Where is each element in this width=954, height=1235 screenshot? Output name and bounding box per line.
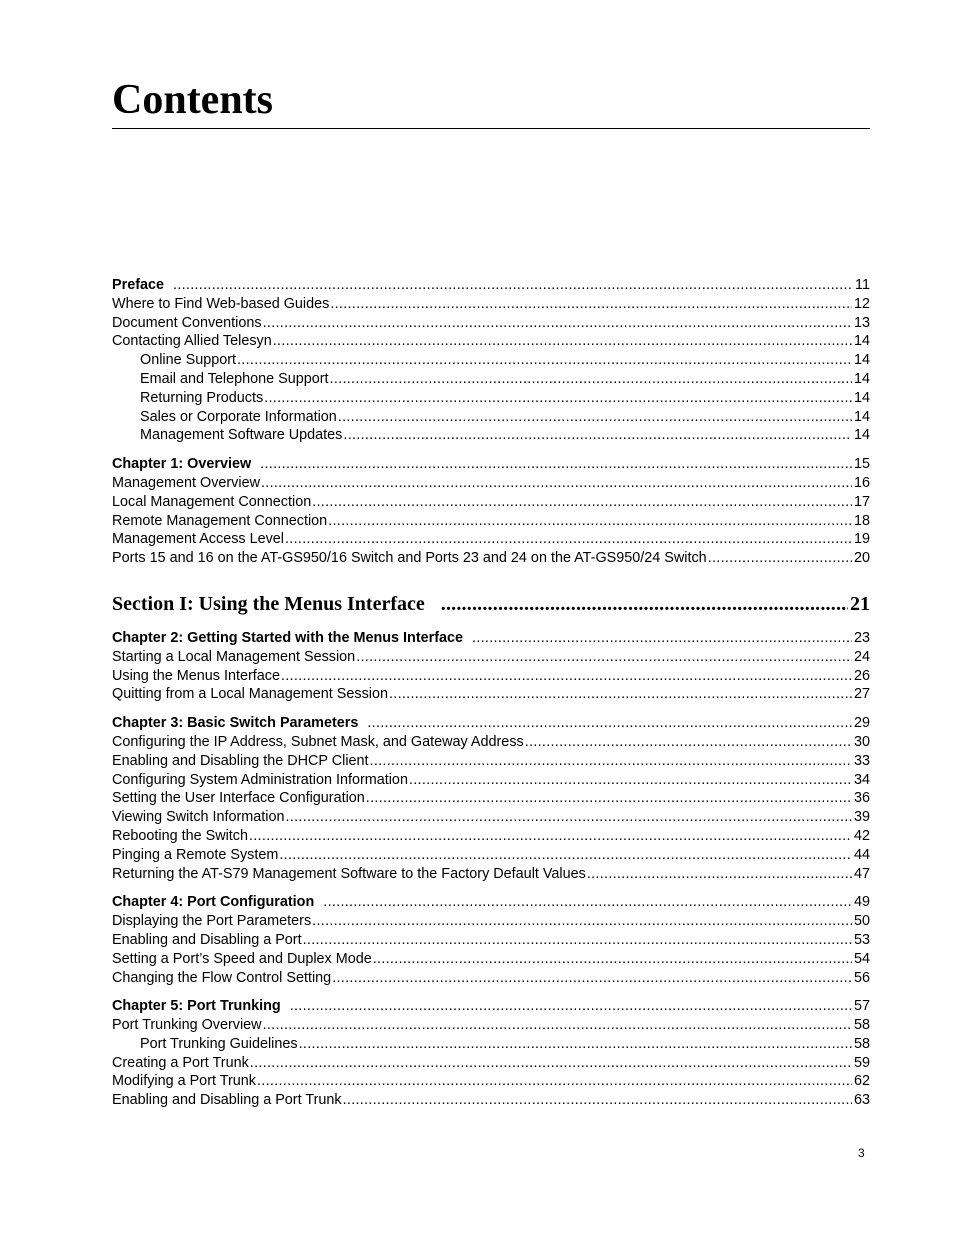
dot-leader bbox=[173, 276, 853, 295]
toc-section-entry[interactable] bbox=[112, 589, 870, 619]
toc-entry[interactable] bbox=[112, 1072, 870, 1091]
toc-entry-title: Displaying the Port Parameters bbox=[112, 913, 312, 930]
toc-entry-title: Using the Menus Interface bbox=[112, 667, 280, 684]
dot-leader bbox=[472, 629, 852, 648]
toc-entry-page: 58 bbox=[853, 1017, 870, 1034]
toc-entry[interactable] bbox=[112, 1091, 870, 1110]
toc-entry-title: Management Access Level bbox=[112, 531, 284, 548]
toc-entry-page: 50 bbox=[853, 913, 870, 930]
dot-leader bbox=[285, 530, 852, 549]
dot-leader bbox=[343, 426, 852, 445]
dot-leader bbox=[303, 931, 852, 950]
dot-leader bbox=[389, 685, 852, 704]
toc-entry-page: 36 bbox=[853, 790, 870, 807]
toc-entry-page: 13 bbox=[853, 314, 870, 331]
toc-entry[interactable] bbox=[112, 530, 870, 549]
toc-entry-title: Preface bbox=[112, 277, 165, 293]
toc-group bbox=[112, 455, 870, 568]
toc-entry[interactable] bbox=[112, 846, 870, 865]
toc-entry-page: 14 bbox=[853, 408, 870, 425]
toc-entry[interactable] bbox=[112, 332, 870, 351]
toc-entry-title: Chapter 5: Port Trunking bbox=[112, 998, 281, 1015]
toc-entry-title: Creating a Port Trunk bbox=[112, 1054, 249, 1071]
toc-entry-page: 30 bbox=[853, 733, 870, 750]
toc-entry-title: Section I: Using the Menus Interface bbox=[112, 592, 425, 615]
toc-entry-title: Port Trunking Guidelines bbox=[140, 1035, 298, 1052]
toc-entry[interactable] bbox=[112, 771, 870, 790]
toc-entry-title: Quitting from a Local Management Session bbox=[112, 686, 388, 703]
toc-entry-title: Viewing Switch Information bbox=[112, 809, 285, 826]
dot-leader bbox=[338, 408, 852, 427]
dot-leader bbox=[260, 455, 852, 474]
toc-entry[interactable] bbox=[112, 865, 870, 884]
toc-entry-page: 53 bbox=[853, 931, 870, 948]
toc-entry[interactable] bbox=[112, 1054, 870, 1073]
toc-chapter-entry[interactable] bbox=[112, 455, 870, 474]
toc-entry-title: Returning Products bbox=[140, 389, 264, 406]
toc-entry-title: Enabling and Disabling a Port Trunk bbox=[112, 1092, 342, 1109]
toc-subentry[interactable] bbox=[112, 389, 870, 408]
toc-entry-page: 21 bbox=[850, 592, 870, 615]
toc-entry-title: Pinging a Remote System bbox=[112, 846, 279, 863]
page-title: Contents bbox=[112, 77, 274, 123]
dot-leader bbox=[328, 512, 852, 531]
toc-chapter-entry[interactable] bbox=[112, 997, 870, 1016]
dot-leader bbox=[409, 771, 852, 790]
table-of-contents bbox=[112, 276, 870, 1110]
toc-entry[interactable] bbox=[112, 493, 870, 512]
dot-leader bbox=[370, 752, 852, 771]
dot-leader bbox=[330, 370, 852, 389]
dot-leader bbox=[708, 549, 852, 568]
toc-subentry[interactable] bbox=[112, 370, 870, 389]
toc-entry-title: Port Trunking Overview bbox=[112, 1017, 262, 1034]
toc-entry-page: 34 bbox=[853, 771, 870, 788]
toc-entry[interactable] bbox=[112, 733, 870, 752]
toc-entry[interactable] bbox=[112, 685, 870, 704]
dot-leader bbox=[281, 667, 852, 686]
dot-leader bbox=[299, 1035, 852, 1054]
toc-entry-page: 17 bbox=[853, 493, 870, 510]
dot-leader bbox=[264, 389, 852, 408]
dot-leader bbox=[356, 648, 852, 667]
dot-leader bbox=[441, 589, 848, 619]
toc-subentry[interactable] bbox=[112, 426, 870, 445]
dot-leader bbox=[290, 997, 852, 1016]
toc-entry-title: Online Support bbox=[140, 352, 236, 369]
page-number: 3 bbox=[858, 1146, 865, 1160]
toc-entry-title: Document Conventions bbox=[112, 314, 262, 331]
toc-entry-page: 14 bbox=[853, 389, 870, 406]
toc-entry-page: 56 bbox=[853, 969, 870, 986]
toc-entry-page: 14 bbox=[853, 352, 870, 369]
toc-entry-title: Returning the AT-S79 Management Software to the Factory Default Values bbox=[112, 865, 586, 882]
dot-leader bbox=[373, 950, 852, 969]
dot-leader bbox=[525, 733, 852, 752]
toc-entry[interactable] bbox=[112, 950, 870, 969]
toc-entry-title: Local Management Connection bbox=[112, 493, 312, 510]
dot-leader bbox=[257, 1072, 852, 1091]
toc-entry-page: 42 bbox=[853, 827, 870, 844]
toc-entry[interactable] bbox=[112, 474, 870, 493]
title-rule bbox=[112, 128, 870, 129]
toc-entry-title: Ports 15 and 16 on the AT-GS950/16 Switch and Ports 23 and 24 on the AT-GS950/24 Switch bbox=[112, 550, 707, 567]
toc-group bbox=[112, 893, 870, 987]
toc-entry-title: Modifying a Port Trunk bbox=[112, 1073, 256, 1090]
toc-group bbox=[112, 714, 870, 883]
toc-entry[interactable] bbox=[112, 549, 870, 568]
toc-entry[interactable] bbox=[112, 969, 870, 988]
toc-entry-title: Chapter 2: Getting Started with the Menus Interface bbox=[112, 629, 464, 646]
dot-leader bbox=[237, 351, 852, 370]
toc-entry-page: 49 bbox=[853, 894, 870, 911]
toc-entry-title: Setting the User Interface Configuration bbox=[112, 790, 365, 807]
toc-entry-page: 27 bbox=[853, 686, 870, 703]
toc-entry-title: Enabling and Disabling the DHCP Client bbox=[112, 752, 369, 769]
toc-entry[interactable] bbox=[112, 931, 870, 950]
toc-entry-page: 15 bbox=[853, 456, 870, 473]
toc-entry[interactable] bbox=[112, 789, 870, 808]
toc-entry-page: 19 bbox=[853, 531, 870, 548]
toc-entry[interactable] bbox=[112, 912, 870, 931]
toc-entry-page: 33 bbox=[853, 752, 870, 769]
toc-entry[interactable] bbox=[112, 295, 870, 314]
toc-entry-title: Configuring the IP Address, Subnet Mask, and Gateway Address bbox=[112, 733, 524, 750]
toc-entry-title: Rebooting the Switch bbox=[112, 827, 248, 844]
toc-entry-title: Email and Telephone Support bbox=[140, 370, 329, 387]
toc-group bbox=[112, 276, 870, 445]
dot-leader bbox=[273, 332, 852, 351]
dot-leader bbox=[330, 295, 852, 314]
toc-chapter-entry[interactable] bbox=[112, 893, 870, 912]
toc-entry-page: 63 bbox=[853, 1092, 870, 1109]
toc-entry-title: Remote Management Connection bbox=[112, 512, 328, 529]
toc-entry-page: 57 bbox=[853, 998, 870, 1015]
toc-entry-title: Changing the Flow Control Setting bbox=[112, 969, 332, 986]
toc-entry-page: 20 bbox=[853, 550, 870, 567]
toc-entry-page: 18 bbox=[853, 512, 870, 529]
toc-entry-title: Management Software Updates bbox=[140, 427, 343, 444]
toc-entry[interactable] bbox=[112, 648, 870, 667]
dot-leader bbox=[263, 314, 852, 333]
dot-leader bbox=[343, 1091, 852, 1110]
toc-entry-page: 24 bbox=[853, 648, 870, 665]
toc-subentry[interactable] bbox=[112, 351, 870, 370]
toc-entry-page: 26 bbox=[853, 667, 870, 684]
dot-leader bbox=[263, 1016, 852, 1035]
toc-entry-page: 12 bbox=[853, 295, 870, 312]
toc-entry-title: Chapter 1: Overview bbox=[112, 456, 252, 473]
toc-chapter-entry[interactable] bbox=[112, 714, 870, 733]
dot-leader bbox=[286, 808, 852, 827]
toc-entry[interactable] bbox=[112, 752, 870, 771]
toc-subentry[interactable] bbox=[112, 1035, 870, 1054]
toc-entry-title: Configuring System Administration Information bbox=[112, 771, 408, 788]
toc-subentry[interactable] bbox=[112, 408, 870, 427]
toc-entry-title: Chapter 3: Basic Switch Parameters bbox=[112, 715, 359, 732]
dot-leader bbox=[587, 865, 852, 884]
toc-entry[interactable] bbox=[112, 808, 870, 827]
toc-entry-page: 29 bbox=[853, 715, 870, 732]
toc-entry-page: 39 bbox=[853, 809, 870, 826]
dot-leader bbox=[279, 846, 852, 865]
toc-entry-page: 23 bbox=[853, 629, 870, 646]
dot-leader bbox=[249, 827, 852, 846]
dot-leader bbox=[323, 893, 852, 912]
toc-entry-page: 54 bbox=[853, 950, 870, 967]
toc-entry-page: 59 bbox=[853, 1054, 870, 1071]
toc-entry-page: 14 bbox=[853, 427, 870, 444]
toc-entry-title: Chapter 4: Port Configuration bbox=[112, 894, 315, 911]
toc-chapter-entry[interactable] bbox=[112, 629, 870, 648]
toc-entry-page: 58 bbox=[853, 1035, 870, 1052]
dot-leader bbox=[332, 969, 852, 988]
dot-leader bbox=[250, 1054, 852, 1073]
toc-entry-title: Contacting Allied Telesyn bbox=[112, 333, 272, 350]
dot-leader bbox=[367, 714, 852, 733]
dot-leader bbox=[366, 789, 852, 808]
toc-entry-title: Enabling and Disabling a Port bbox=[112, 931, 302, 948]
toc-entry-page: 62 bbox=[853, 1073, 870, 1090]
dot-leader bbox=[312, 912, 852, 931]
toc-entry-page: 14 bbox=[853, 370, 870, 387]
toc-entry-page: 16 bbox=[853, 474, 870, 491]
toc-entry[interactable] bbox=[112, 314, 870, 333]
toc-entry-page: 44 bbox=[853, 846, 870, 863]
toc-entry-title: Management Overview bbox=[112, 474, 260, 491]
toc-entry-title: Where to Find Web-based Guides bbox=[112, 295, 330, 312]
toc-group bbox=[112, 629, 870, 704]
toc-entry[interactable] bbox=[112, 667, 870, 686]
toc-entry[interactable] bbox=[112, 827, 870, 846]
toc-entry-title: Setting a Port’s Speed and Duplex Mode bbox=[112, 950, 372, 967]
toc-entry-page: 47 bbox=[853, 865, 870, 882]
toc-section-group bbox=[112, 589, 870, 619]
dot-leader bbox=[261, 474, 852, 493]
dot-leader bbox=[312, 493, 852, 512]
toc-entry[interactable] bbox=[112, 1016, 870, 1035]
toc-group bbox=[112, 997, 870, 1110]
toc-entry-page: 14 bbox=[853, 333, 870, 350]
toc-entry-page: 11 bbox=[855, 277, 870, 293]
toc-entry-title: Starting a Local Management Session bbox=[112, 648, 356, 665]
toc-entry[interactable] bbox=[112, 512, 870, 531]
toc-chapter-entry[interactable] bbox=[112, 276, 870, 295]
toc-entry-title: Sales or Corporate Information bbox=[140, 408, 337, 425]
